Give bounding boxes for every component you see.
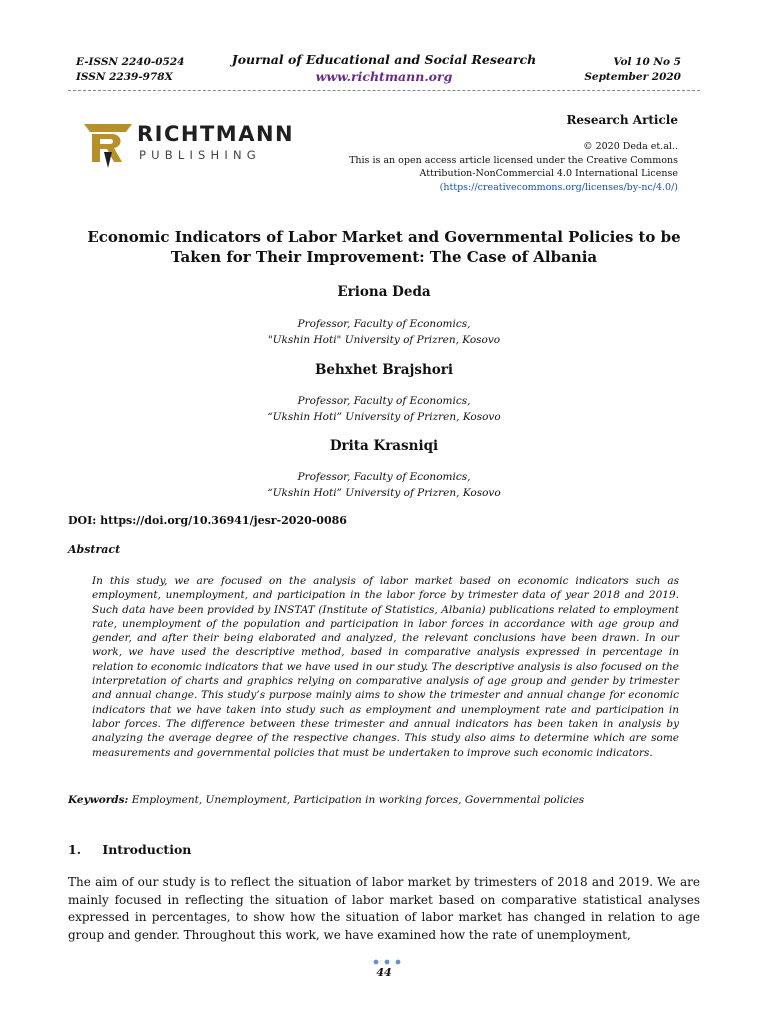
header-journal-block <box>200 51 568 86</box>
article-rights-block <box>318 112 678 194</box>
issn: ISSN 2239-978X <box>76 71 173 83</box>
issue-date: September 2020 <box>584 71 681 83</box>
author-name: Eriona Deda <box>337 284 431 300</box>
license-url-link[interactable]: (https://creativecommons.org/licenses/by-nc/4.0/) <box>439 181 678 193</box>
title-line-2: Taken for Their Improvement: The Case of Albania <box>170 248 598 266</box>
section-heading <box>68 842 191 857</box>
author-affiliation: Professor, Faculty of Economics, “Ukshin Hoti” University of Prizren, Kosovo <box>267 471 501 499</box>
abstract-heading: Abstract <box>68 543 121 556</box>
header-volume-block <box>584 55 681 85</box>
keywords-line <box>68 794 708 806</box>
author-affiliation: Professor, Faculty of Economics, “Ukshin Hoti” University of Prizren, Kosovo <box>267 395 501 423</box>
keywords-list: Employment, Unemployment, Participation in working forces, Governmental policies <box>131 794 585 806</box>
eissn: E-ISSN 2240-0524 <box>76 56 185 68</box>
publisher-logo <box>82 118 295 170</box>
header-issn-block <box>76 55 184 85</box>
license-line-1: This is an open access article licensed under the Creative Commons <box>349 154 678 166</box>
doi-link[interactable]: DOI: https://doi.org/10.36941/jesr-2020-0086 <box>68 514 347 527</box>
logo-wordmark: RICHTMANN <box>137 122 295 146</box>
intro-paragraph: The aim of our study is to reflect the situation of labor market by trimesters of 2018 and 2019. We are mainly focused in reflecting the situation of labor market based on comparative statistical analyses expressed in percentages, to show how the situation of labor market has changed in relation to age group and gender. Throughout this work, we have examined how the rate of unemployment, <box>68 875 700 942</box>
abstract-text: In this study, we are focused on the analysis of labor market based on economic indicators such as employment, unemployment, and participation in the labor force by trimester data of year 2018 and 2019. Such data have been provided by INSTAT (Institute of Statistics, Albania) publications related to employment rate, unemployment of the population and participation in labor forces in accordance with age group and gender, and after their being elaborated and analyzed, the relevant conclusions have been drawn. In our work, we have used the descriptive method, based in comparative analysis expressed in percentage in relation to economic indicators that we have used in our study. The descriptive analysis is also focused on the interpretation of charts and graphics relying on comparative analysis of age group and gender by trimester and annual change. This study’s purpose mainly aims to show the trimester and annual change for economic indicators that we have taken into study such as employment and unemployment rate and participation in labor forces. The difference between these trimester and annual indicators has been taken in analysis by analyzing the average degree of the respective changes. This study also aims to determine which are some measurements and governmental policies that must be undertaken to improve such economic indicators. <box>92 575 679 759</box>
volume-issue: Vol 10 No 5 <box>613 56 681 68</box>
header-divider <box>68 90 700 91</box>
page-dots-icon <box>372 958 402 966</box>
article-title <box>80 227 688 267</box>
section-title: Introduction <box>102 842 192 857</box>
copyright-line: © 2020 Deda et.al.. <box>583 141 678 152</box>
keywords-label: Keywords: <box>68 794 129 806</box>
journal-url-link[interactable]: www.richtmann.org <box>315 69 453 84</box>
page-number: 44 <box>376 966 392 979</box>
author-name: Drita Krasniqi <box>329 438 439 454</box>
article-type: Research Article <box>566 113 678 127</box>
logo-subtitle: PUBLISHING <box>139 148 261 162</box>
license-line-2: Attribution-NonCommercial 4.0 International License <box>419 168 678 179</box>
journal-title: Journal of Educational and Social Research <box>231 52 537 67</box>
author-name: Behxhet Brajshori <box>314 362 454 378</box>
title-line-1: Economic Indicators of Labor Market and Governmental Policies to be <box>87 228 681 246</box>
author-affiliation: Professor, Faculty of Economics, "Ukshin Hoti" University of Prizren, Kosovo <box>267 318 501 346</box>
section-number: 1. <box>68 842 82 857</box>
publisher-emblem-icon <box>82 118 134 170</box>
